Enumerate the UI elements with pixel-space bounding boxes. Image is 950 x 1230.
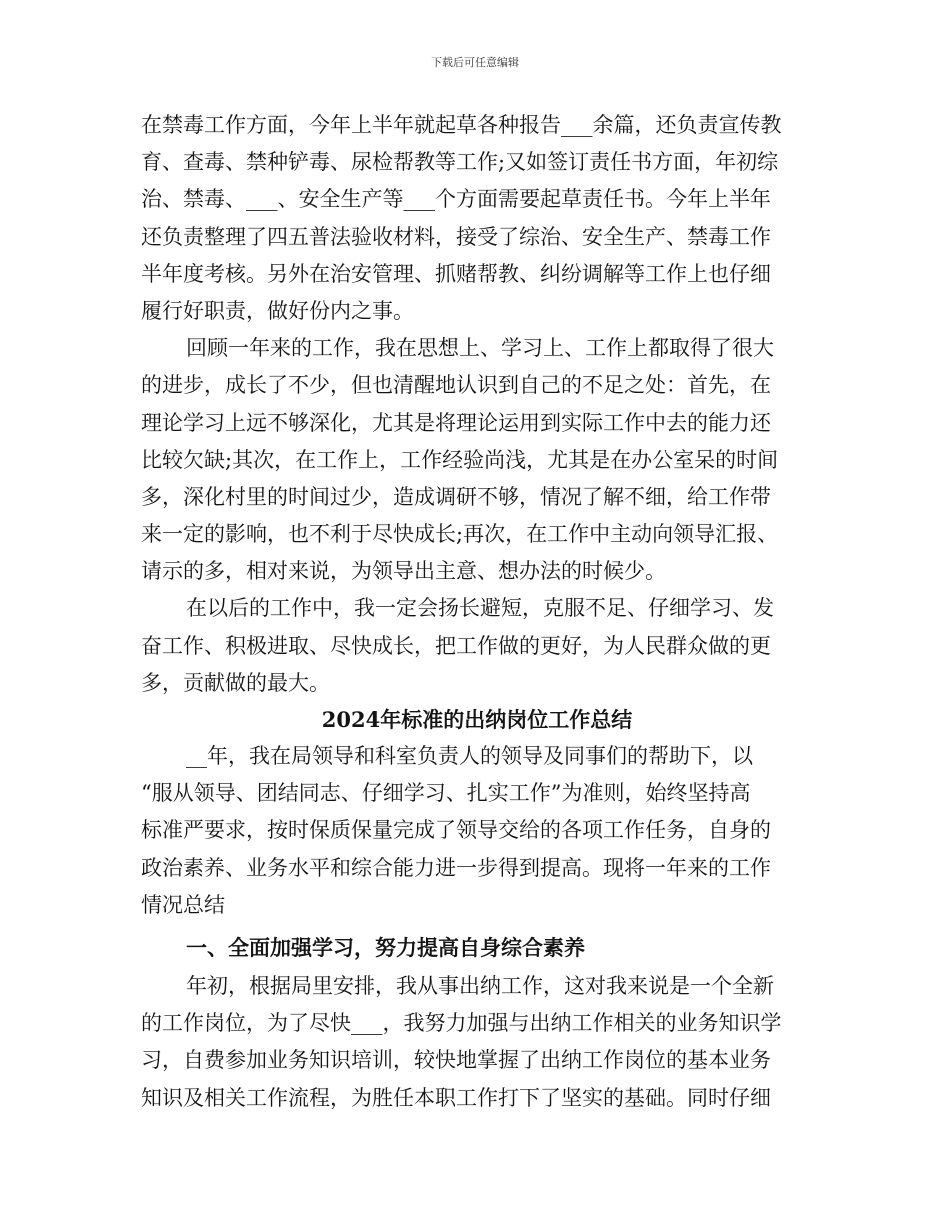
paragraph-3 xyxy=(141,590,813,702)
text-line: 奋工作、积极进取、尽快成长，把工作做的更好，为人民群众做的更 xyxy=(141,633,771,658)
paragraph-1 xyxy=(141,107,813,330)
text-line: 请示的多，相对来说，为领导出主意、想办法的时候少。 xyxy=(141,559,666,584)
text-line: “服从领导、团结同志、仔细学习、扎实工作”为准则，始终坚持高 xyxy=(141,781,751,806)
section-heading: 一、全面加强学习，努力提高自身综合素养 xyxy=(186,934,585,960)
text-line: 多，深化村里的时间过少，造成调研不够，情况了解不细，给工作带 xyxy=(141,484,771,509)
text-line: 治、禁毒、___、安全生产等___个方面需要起草责任书。今年上半年 xyxy=(141,187,771,212)
text-line: 在禁毒工作方面，今年上半年就起草各种报告___余篇，还负责宣传教 xyxy=(141,113,782,137)
paragraph-4 xyxy=(141,738,813,924)
text-line: 还负责整理了四五普法验收材料，接受了综治、安全生产、禁毒工作 xyxy=(141,224,771,249)
text-line: 半年度考核。另外在治安管理、抓赌帮教、纠纷调解等工作上也仔细 xyxy=(141,261,771,286)
header-note: 下载后可任意编辑 xyxy=(431,56,519,69)
text-line: 年初，根据局里安排，我从事出纳工作，这对我来说是一个全新 xyxy=(186,973,774,998)
text-line: 的工作岗位，为了尽快___，我努力加强与出纳工作相关的业务知识学 xyxy=(141,1011,782,1036)
text-line: 比较欠缺;其次，在工作上，工作经验尚浅，尤其是在办公室呆的时间 xyxy=(141,447,779,472)
text-line: 在以后的工作中，我一定会扬长避短，克服不足、仔细学习、发 xyxy=(186,596,774,621)
text-line: __年，我在局领导和科室负责人的领导及同事们的帮助下，以 xyxy=(186,744,753,768)
text-line: 情况总结 xyxy=(141,892,225,917)
text-line: 理论学习上远不够深化，尤其是将理论运用到实际工作中去的能力还 xyxy=(141,410,771,435)
document-title: 2024年标准的出纳岗位工作总结 xyxy=(321,707,633,732)
paragraph-2 xyxy=(141,330,813,590)
paragraph-5 xyxy=(141,968,813,1117)
text-line: 知识及相关工作流程，为胜任本职工作打下了坚实的基础。同时仔细 xyxy=(141,1085,771,1110)
text-line: 政治素养、业务水平和综合能力进一步得到提高。现将一年来的工作 xyxy=(141,855,771,880)
text-line: 来一定的影响，也不利于尽快成长;再次，在工作中主动向领导汇报、 xyxy=(141,522,779,547)
text-line: 习，自费参加业务知识培训，较快地掌握了出纳工作岗位的基本业务 xyxy=(141,1048,771,1073)
text-line: 履行好职责，做好份内之事。 xyxy=(141,298,414,323)
text-line: 的进步，成长了不少，但也清醒地认识到自己的不足之处：首先，在 xyxy=(141,373,771,398)
document-body xyxy=(141,107,813,1117)
text-line: 多，贡献做的最大。 xyxy=(141,670,330,695)
text-line: 回顾一年来的工作，我在思想上、学习上、工作上都取得了很大 xyxy=(186,336,774,361)
text-line: 育、查毒、禁种铲毒、尿检帮教等工作;又如签订责任书方面，年初综 xyxy=(141,150,779,175)
text-line: 标准严要求，按时保质保量完成了领导交给的各项工作任务，自身的 xyxy=(141,818,771,843)
